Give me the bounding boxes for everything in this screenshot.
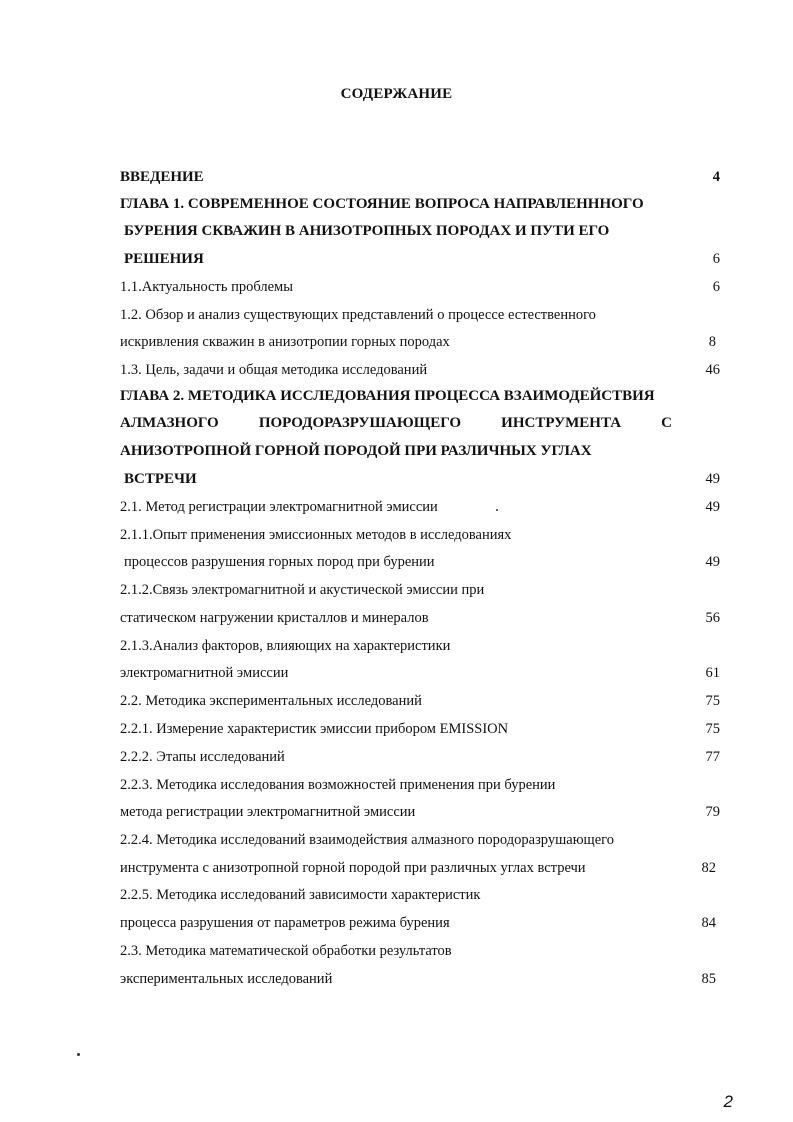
toc-entry-2-3: 2.3. Методика математической обработки результатов — [120, 943, 452, 959]
toc-entry-2-1-2-cont: статическом нагружении кристаллов и минералов — [120, 610, 429, 626]
toc-entry-2-3-cont: экспериментальных исследований — [120, 971, 333, 987]
toc-entry-1-1: 1.1.Актуальность проблемы — [120, 279, 293, 295]
toc-page-number: 8 — [708, 334, 716, 350]
justified-word: АЛМАЗНОГО — [120, 415, 219, 431]
page-title: СОДЕРЖАНИЕ — [340, 86, 453, 102]
toc-page-number: 4 — [712, 169, 720, 185]
toc-entry-1-3: 1.3. Цель, задачи и общая методика исследований — [120, 362, 428, 378]
toc-entry-2-2-5: 2.2.5. Методика исследований зависимости характеристик — [120, 887, 481, 903]
toc-entry-2-2-5-cont: процесса разрушения от параметров режима бурения — [120, 915, 450, 931]
toc-entry-2-2-3-cont: метода регистрации электромагнитной эмиссии — [120, 804, 416, 820]
scan-speck — [77, 1053, 80, 1056]
justified-word: ПОРОДОРАЗРУШАЮЩЕГО — [258, 415, 462, 431]
toc-entry-chapter-1: ГЛАВА 1. СОВРЕМЕННОЕ СОСТОЯНИЕ ВОПРОСА НАПРАВЛЕНННОГО — [120, 196, 644, 212]
toc-entry-chapter-1-end: РЕШЕНИЯ — [124, 251, 204, 267]
toc-entry-2-1-1: 2.1.1.Опыт применения эмиссионных методов в исследованиях — [120, 527, 512, 543]
toc-entry-2-2-2: 2.2.2. Этапы исследований — [120, 749, 285, 765]
toc-page-number: 82 — [701, 860, 716, 876]
toc-entry-2-2-4: 2.2.4. Методика исследований взаимодействия алмазного породоразрушающего — [120, 832, 614, 848]
toc-page-number: 61 — [705, 665, 720, 681]
toc-page-number: 6 — [712, 251, 720, 267]
toc-page-number: 75 — [705, 721, 720, 737]
page-number: 2 — [723, 1092, 733, 1111]
scan-speck — [496, 509, 498, 511]
toc-entry-chapter-2-cont: АНИЗОТРОПНОЙ ГОРНОЙ ПОРОДОЙ ПРИ РАЗЛИЧНЫХ УГЛАХ — [120, 443, 592, 459]
toc-page-number: 46 — [705, 362, 720, 378]
toc-entry-chapter-2: ГЛАВА 2. МЕТОДИКА ИССЛЕДОВАНИЯ ПРОЦЕССА ВЗАИМОДЕЙСТВИЯ — [120, 388, 655, 404]
toc-entry-chapter-2-end: ВСТРЕЧИ — [124, 471, 197, 487]
toc-entry-introduction: ВВЕДЕНИЕ — [120, 169, 204, 185]
toc-page-number: 49 — [705, 554, 720, 570]
toc-entry-2-1-3-cont: электромагнитной эмиссии — [120, 665, 289, 681]
toc-entry-chapter-1-cont: БУРЕНИЯ СКВАЖИН В АНИЗОТРОПНЫХ ПОРОДАХ И ПУТИ ЕГО — [124, 223, 610, 239]
toc-entry-2-1-2: 2.1.2.Связь электромагнитной и акустической эмиссии при — [120, 582, 485, 598]
toc-page-number: 6 — [712, 279, 720, 295]
toc-entry-2-2: 2.2. Методика экспериментальных исследований — [120, 693, 422, 709]
toc-entry-1-2-cont: искривления скважин в анизотропии горных породах — [120, 334, 450, 350]
toc-entry-2-2-1: 2.2.1. Измерение характеристик эмиссии прибором EMISSION — [120, 721, 509, 737]
toc-page-number: 75 — [705, 693, 720, 709]
toc-entry-1-2: 1.2. Обзор и анализ существующих представлений о процессе естественного — [120, 307, 596, 323]
toc-entry-2-2-3: 2.2.3. Методика исследования возможностей применения при бурении — [120, 777, 556, 793]
toc-entry-2-1-3: 2.1.3.Анализ факторов, влияющих на характеристики — [120, 638, 451, 654]
toc-entry-2-1: 2.1. Метод регистрации электромагнитной эмиссии — [120, 499, 438, 515]
toc-page-number: 84 — [701, 915, 716, 931]
toc-entry-chapter-2-justified — [120, 414, 672, 432]
toc-entry-2-2-4-cont: инструмента с анизотропной горной породой при различных углах встречи — [120, 860, 586, 876]
toc-page-number: 56 — [705, 610, 720, 626]
toc-page-number: 79 — [705, 804, 720, 820]
toc-page-number: 85 — [701, 971, 716, 987]
justified-word: С — [661, 415, 672, 431]
toc-page-number: 49 — [705, 499, 720, 515]
justified-word: ИНСТРУМЕНТА — [501, 415, 622, 431]
toc-page-number: 77 — [705, 749, 720, 765]
toc-entry-2-1-1-cont: процессов разрушения горных пород при бурении — [124, 554, 435, 570]
toc-page-number: 49 — [705, 471, 720, 487]
